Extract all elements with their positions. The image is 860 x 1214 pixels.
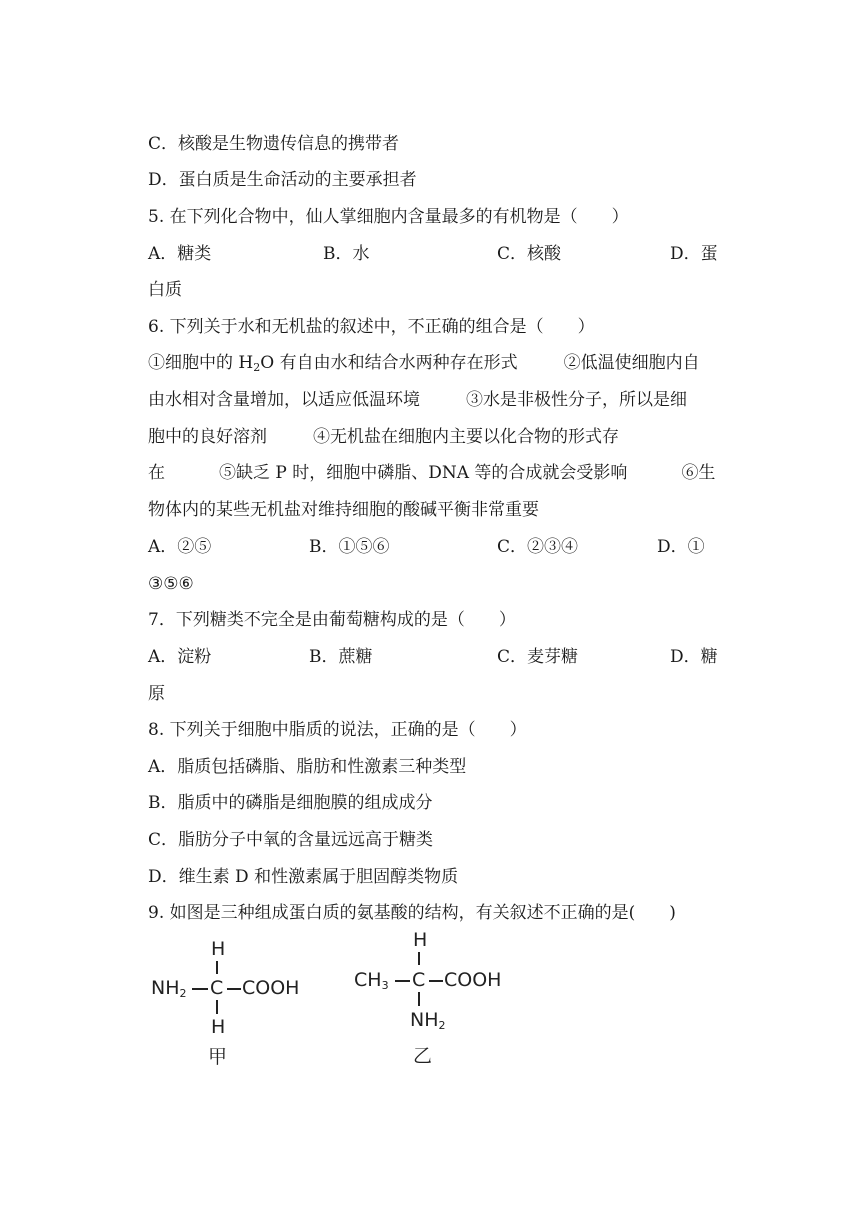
q8-option-a: A．脂质包括磷脂、脂肪和性激素三种类型 xyxy=(148,757,467,777)
bond-line xyxy=(429,980,443,982)
q7-option-d-continued: 原 xyxy=(148,684,165,704)
q8-option-c: C．脂肪分子中氧的含量远远高于糖类 xyxy=(148,830,434,850)
q6-statement-line xyxy=(148,351,700,375)
bond-line xyxy=(192,988,208,990)
bond-line xyxy=(216,1000,218,1014)
amino-group: $NH_2$ xyxy=(151,977,187,1000)
q5-option-d: D．蛋 xyxy=(670,244,718,264)
statement-6-end: 物体内的某些无机盐对维持细胞的酸碱平衡非常重要 xyxy=(148,500,539,520)
statement-4-start: ④无机盐在细胞内主要以化合物的形式存 xyxy=(313,427,619,447)
top-hydrogen: H xyxy=(413,929,428,951)
amino-group: $NH_2$ xyxy=(410,1009,446,1032)
q8-option-d: D．维生素 D 和性激素属于胆固醇类物质 xyxy=(148,867,459,887)
statement-6-start: ⑥生 xyxy=(681,463,716,483)
q6-statement-line xyxy=(148,388,687,412)
subscript-2: 2 xyxy=(253,361,261,374)
statement-3-end: 胞中的良好溶剂 xyxy=(148,427,267,447)
bond-line xyxy=(395,980,410,982)
statement-1-end: O 有自由水和结合水两种存在形式 xyxy=(260,353,518,373)
q7-option-b: B．蔗糖 xyxy=(309,647,373,667)
alpha-carbon: C xyxy=(210,977,224,999)
glycine-structure xyxy=(150,938,320,1073)
q7-option-d: D．糖 xyxy=(670,647,718,667)
q6-option-c: C．②③④ xyxy=(497,537,579,557)
structure-label-jia: 甲 xyxy=(208,1046,228,1068)
q7-stem: 7．下列糖类不完全是由葡萄糖构成的是（ ） xyxy=(148,610,516,630)
statement-1-start: ①细胞中的 H xyxy=(148,353,254,373)
q6-option-d: D．① xyxy=(657,537,705,557)
statement-3-start: ③水是非极性分子，所以是细 xyxy=(466,390,687,410)
q8-option-b: B．脂质中的磷脂是细胞膜的组成成分 xyxy=(148,793,433,813)
statement-2-start: ②低温使细胞内自 xyxy=(563,353,700,373)
q7-option-a: A．淀粉 xyxy=(148,647,212,667)
alpha-carbon: C xyxy=(412,969,426,991)
bond-line xyxy=(216,961,218,974)
statement-5: ⑤缺乏 P 时，细胞中磷脂、DNA 等的合成就会受影响 xyxy=(219,463,628,483)
q6-statement-line xyxy=(148,425,619,449)
bond-line xyxy=(227,988,241,990)
alanine-structure xyxy=(352,929,512,1074)
bond-line xyxy=(418,952,420,965)
q6-statement-line xyxy=(148,461,715,485)
q6-stem: 6. 下列关于水和无机盐的叙述中，不正确的组合是（ ） xyxy=(148,317,595,337)
q8-stem: 8. 下列关于细胞中脂质的说法，正确的是（ ） xyxy=(148,720,527,740)
structure-label-yi: 乙 xyxy=(413,1045,433,1067)
statement-2-end: 由水相对含量增加，以适应低温环境 xyxy=(148,390,420,410)
q5-option-d-continued: 白质 xyxy=(148,280,182,300)
q9-stem: 9. 如图是三种组成蛋白质的氨基酸的结构，有关叙述不正确的是( ) xyxy=(148,903,676,923)
q5-option-b: B．水 xyxy=(323,244,370,264)
q5-stem: 5. 在下列化合物中，仙人掌细胞内含量最多的有机物是（ ） xyxy=(148,207,629,227)
bottom-hydrogen: H xyxy=(211,1016,226,1038)
q6-option-b: B．①⑤⑥ xyxy=(309,537,390,557)
bond-line xyxy=(418,992,420,1006)
methyl-group: $CH_3$ xyxy=(354,969,389,992)
q7-option-c: C．麦芽糖 xyxy=(497,647,579,667)
q4-option-d: D．蛋白质是生命活动的主要承担者 xyxy=(148,170,417,190)
q5-option-c: C．核酸 xyxy=(497,244,562,264)
statement-4-end: 在 xyxy=(148,463,165,483)
carboxyl-group: COOH xyxy=(242,977,300,999)
top-hydrogen: H xyxy=(211,938,226,960)
q4-option-c: C．核酸是生物遗传信息的携带者 xyxy=(148,134,400,154)
q6-option-d-continued: ③⑤⑥ xyxy=(148,574,194,594)
q6-option-a: A．②⑤ xyxy=(148,537,212,557)
q5-option-a: A．糖类 xyxy=(148,244,212,264)
carboxyl-group: COOH xyxy=(444,969,502,991)
